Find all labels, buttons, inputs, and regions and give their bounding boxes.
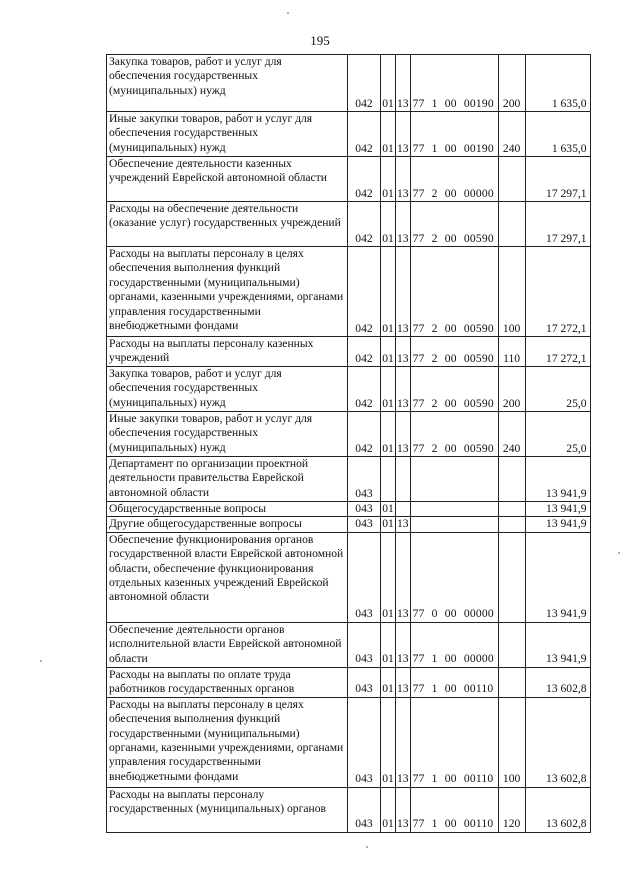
table-row [107,247,591,337]
row-section [381,622,396,667]
row-admin-code-text: 042 [355,186,373,200]
row-admin-code [348,667,381,697]
table-row [107,517,591,532]
row-name-text: Расходы на выплаты персоналу государственных (муниципальных) органов [109,787,326,816]
row-target-article [410,622,498,667]
row-sum-text: 13 941,9 [546,486,587,500]
table-row [107,367,591,412]
row-subsection [396,517,411,532]
row-admin-code-text: 043 [355,772,373,786]
row-expense-type [498,667,525,697]
row-subsection [396,457,411,502]
row-sum [525,502,590,517]
row-subsection [396,412,411,457]
row-subsection [396,247,411,337]
row-name [107,247,348,337]
row-section [381,532,396,622]
row-section-text: 01 [382,141,394,155]
row-expense-type [498,112,525,157]
row-expense-type-text: 200 [502,396,521,410]
row-admin-code-text: 043 [355,652,373,666]
row-expense-type [498,337,525,367]
row-sum [525,667,590,697]
row-subsection-text: 13 [397,652,409,666]
row-section-text: 01 [382,652,394,666]
row-name-text: Иные закупки товаров, работ и услуг для обеспечения государственных (муниципальных) нужд [109,112,313,154]
table-row [107,412,591,457]
row-subsection-text: 13 [397,321,409,335]
row-section [381,55,396,112]
row-section [381,412,396,457]
row-admin-code [348,517,381,532]
row-subsection [396,202,411,247]
row-name [107,517,348,532]
row-admin-code [348,112,381,157]
row-subsection-text: 13 [397,96,409,110]
row-admin-code-text: 043 [355,517,373,531]
row-sum-text: 25,0 [566,441,587,455]
row-subsection [396,622,411,667]
row-expense-type [498,787,525,832]
row-subsection [396,502,411,517]
row-target-article [410,157,498,202]
row-sum-text: 25,0 [566,396,587,410]
row-name-text: Обеспечение деятельности казенных учреждений Еврейской автономной области [109,157,327,185]
row-target-article-text: 77 2 00 00590 [412,321,494,335]
row-subsection [396,367,411,412]
row-expense-type [498,457,525,502]
row-section-text: 01 [382,817,394,831]
row-sum [525,457,590,502]
page-number: 195 [310,33,330,48]
row-target-article [410,697,498,787]
row-sum-text: 13 602,8 [546,682,587,696]
table-row [107,532,591,622]
row-target-article [410,55,498,112]
table-row [107,697,591,787]
row-subsection [396,787,411,832]
row-target-article [410,247,498,337]
row-sum-text: 1 635,0 [551,96,587,110]
row-admin-code-text: 042 [355,231,373,245]
row-admin-code-text: 043 [355,607,373,621]
row-admin-code [348,622,381,667]
row-admin-code-text: 042 [355,441,373,455]
row-name [107,157,348,202]
row-section [381,157,396,202]
row-section-text: 01 [382,351,394,365]
row-section-text: 01 [382,186,394,200]
row-sum [525,247,590,337]
row-target-article-text: 77 2 00 00590 [412,396,494,410]
row-name [107,532,348,622]
row-name-text: Расходы на выплаты по оплате труда работников государственных органов [109,667,295,696]
row-section-text: 01 [382,772,394,786]
row-section [381,697,396,787]
row-admin-code [348,412,381,457]
row-admin-code [348,157,381,202]
row-expense-type-text: 110 [503,351,521,365]
row-name [107,412,348,457]
row-section [381,367,396,412]
row-target-article-text: 77 1 00 00110 [412,772,494,786]
row-admin-code [348,697,381,787]
row-subsection-text: 13 [397,141,409,155]
row-subsection-text: 13 [397,682,409,696]
row-name-text: Обеспечение функционирования органов государственной власти Еврейской автономной области, обеспечение функционирования отдельных казенных учреждений Еврейской автономной области [109,532,344,604]
row-section [381,667,396,697]
row-sum-text: 17 272,1 [546,351,587,365]
row-name-text: Расходы на выплаты персоналу казенных учреждений [109,337,314,365]
row-subsection-text: 13 [397,396,409,410]
row-section-text: 01 [382,441,394,455]
row-target-article-text: 77 2 00 00000 [412,186,494,200]
row-sum [525,55,590,112]
row-name-text: Иные закупки товаров, работ и услуг для обеспечения государственных (муниципальных) нужд [109,412,313,454]
row-subsection [396,157,411,202]
row-subsection-text: 13 [397,817,409,831]
row-section [381,202,396,247]
row-expense-type [498,622,525,667]
row-subsection [396,697,411,787]
row-target-article [410,457,498,502]
row-sum-text: 17 297,1 [546,231,587,245]
row-admin-code [348,787,381,832]
row-admin-code [348,55,381,112]
row-target-article-text: 77 1 00 00190 [412,96,494,110]
row-admin-code-text: 043 [355,817,373,831]
row-section [381,517,396,532]
row-subsection [396,667,411,697]
row-name-text: Закупка товаров, работ и услуг для обеспечения государственных (муниципальных) нужд [109,367,282,409]
row-subsection-text: 13 [397,772,409,786]
row-sum [525,787,590,832]
row-section-text: 01 [382,96,394,110]
row-target-article-text: 77 1 00 00110 [412,682,494,696]
row-expense-type-text: 200 [502,96,521,110]
row-section [381,112,396,157]
row-section [381,337,396,367]
row-sum [525,412,590,457]
row-sum-text: 17 272,1 [546,321,587,335]
row-target-article-text: 77 1 00 00110 [412,817,494,831]
row-sum [525,157,590,202]
row-name [107,697,348,787]
row-subsection-text: 13 [397,441,409,455]
row-name [107,667,348,697]
row-sum-text: 13 602,8 [546,772,587,786]
row-name [107,202,348,247]
row-expense-type-text: 100 [502,321,521,335]
table-row [107,787,591,832]
row-expense-type [498,502,525,517]
table-row [107,502,591,517]
row-target-article [410,787,498,832]
row-sum-text: 13 941,9 [546,517,587,531]
row-admin-code-text: 043 [355,682,373,696]
table-row [107,457,591,502]
table-row [107,157,591,202]
row-subsection-text: 13 [397,231,409,245]
row-name-text: Расходы на выплаты персоналу в целях обеспечения выполнения функций государственными (муниципальными) органами, казенными учреждениями, органами управления государственными внебюджетными фондами [109,697,344,783]
row-target-article-text: 77 2 00 00590 [412,351,494,365]
row-section [381,502,396,517]
row-target-article [410,517,498,532]
row-section [381,247,396,337]
row-admin-code-text: 042 [355,351,373,365]
row-target-article-text: 77 1 00 00190 [412,141,494,155]
row-expense-type [498,517,525,532]
row-sum [525,517,590,532]
row-subsection [396,532,411,622]
row-expense-type [498,412,525,457]
row-target-article [410,502,498,517]
row-admin-code [348,202,381,247]
table-row [107,202,591,247]
row-section-text: 01 [382,517,394,531]
row-name [107,502,348,517]
row-expense-type [498,247,525,337]
row-name-text: Другие общегосударственные вопросы [109,517,302,531]
row-sum-text: 1 635,0 [551,141,587,155]
row-admin-code [348,502,381,517]
row-subsection [396,337,411,367]
row-subsection-text: 13 [397,351,409,365]
row-expense-type-text: 100 [502,772,521,786]
row-name-text: Расходы на обеспечение деятельности (оказание услуг) государственных учреждений [109,202,341,230]
row-admin-code [348,457,381,502]
row-name [107,367,348,412]
row-target-article-text: 77 1 00 00000 [412,652,494,666]
scan-speck [366,846,368,848]
row-admin-code-text: 043 [355,502,373,515]
row-sum-text: 13 941,9 [546,652,587,666]
row-target-article [410,667,498,697]
row-name [107,112,348,157]
row-target-article [410,367,498,412]
row-target-article-text: 77 2 00 00590 [412,231,494,245]
row-section [381,787,396,832]
scan-speck [287,12,289,14]
row-name [107,55,348,112]
row-subsection [396,55,411,112]
row-name [107,622,348,667]
row-subsection [396,112,411,157]
row-admin-code [348,337,381,367]
scan-speck [618,552,620,554]
row-sum-text: 13 602,8 [546,817,587,831]
table-row [107,622,591,667]
row-section-text: 01 [382,396,394,410]
row-name-text: Обеспечение деятельности органов исполнительной власти Еврейской автономной области [109,622,342,665]
row-admin-code-text: 042 [355,396,373,410]
row-sum [525,202,590,247]
row-target-article-text: 77 0 00 00000 [412,607,494,621]
row-sum [525,367,590,412]
row-section [381,457,396,502]
table-row [107,55,591,112]
row-expense-type-text: 120 [502,817,521,831]
row-sum [525,337,590,367]
row-expense-type [498,367,525,412]
row-name-text: Общегосударственные вопросы [109,502,267,515]
row-admin-code-text: 042 [355,321,373,335]
row-sum [525,532,590,622]
row-name [107,337,348,367]
row-target-article-text: 77 2 00 00590 [412,441,494,455]
row-section-text: 01 [382,607,394,621]
row-expense-type [498,55,525,112]
row-subsection-text: 13 [397,186,409,200]
row-sum-text: 17 297,1 [546,186,587,200]
row-subsection-text: 13 [397,607,409,621]
table-row [107,667,591,697]
row-section-text: 01 [382,682,394,696]
row-target-article [410,202,498,247]
row-expense-type [498,532,525,622]
row-admin-code [348,532,381,622]
row-name-text: Закупка товаров, работ и услуг для обеспечения государственных (муниципальных) нужд [109,55,282,97]
row-subsection-text: 13 [397,517,409,531]
row-expense-type-text: 240 [502,141,521,155]
row-section-text: 01 [382,502,394,515]
table-row [107,337,591,367]
row-sum-text: 13 941,9 [546,502,587,515]
row-name [107,457,348,502]
row-admin-code [348,367,381,412]
budget-table [106,54,591,833]
row-admin-code [348,247,381,337]
table-row [107,112,591,157]
row-expense-type-text: 240 [502,441,521,455]
row-expense-type [498,157,525,202]
row-target-article [410,337,498,367]
row-section-text: 01 [382,321,394,335]
row-expense-type [498,697,525,787]
row-target-article [410,412,498,457]
row-sum [525,112,590,157]
row-admin-code-text: 042 [355,141,373,155]
row-sum [525,697,590,787]
row-admin-code-text: 043 [355,486,373,500]
row-admin-code-text: 042 [355,96,373,110]
row-sum [525,622,590,667]
table-body [107,55,591,833]
row-target-article [410,112,498,157]
row-target-article [410,532,498,622]
row-name [107,787,348,832]
row-name-text: Расходы на выплаты персоналу в целях обеспечения выполнения функций государственными (муниципальными) органами, казенными учреждениями, органами управления государственными внебюджетными фондами [109,247,344,333]
row-expense-type [498,202,525,247]
scan-speck [40,660,42,662]
row-sum-text: 13 941,9 [546,607,587,621]
row-section-text: 01 [382,231,394,245]
row-name-text: Департамент по организации проектной деятельности правительства Еврейской автономной области [109,457,309,499]
